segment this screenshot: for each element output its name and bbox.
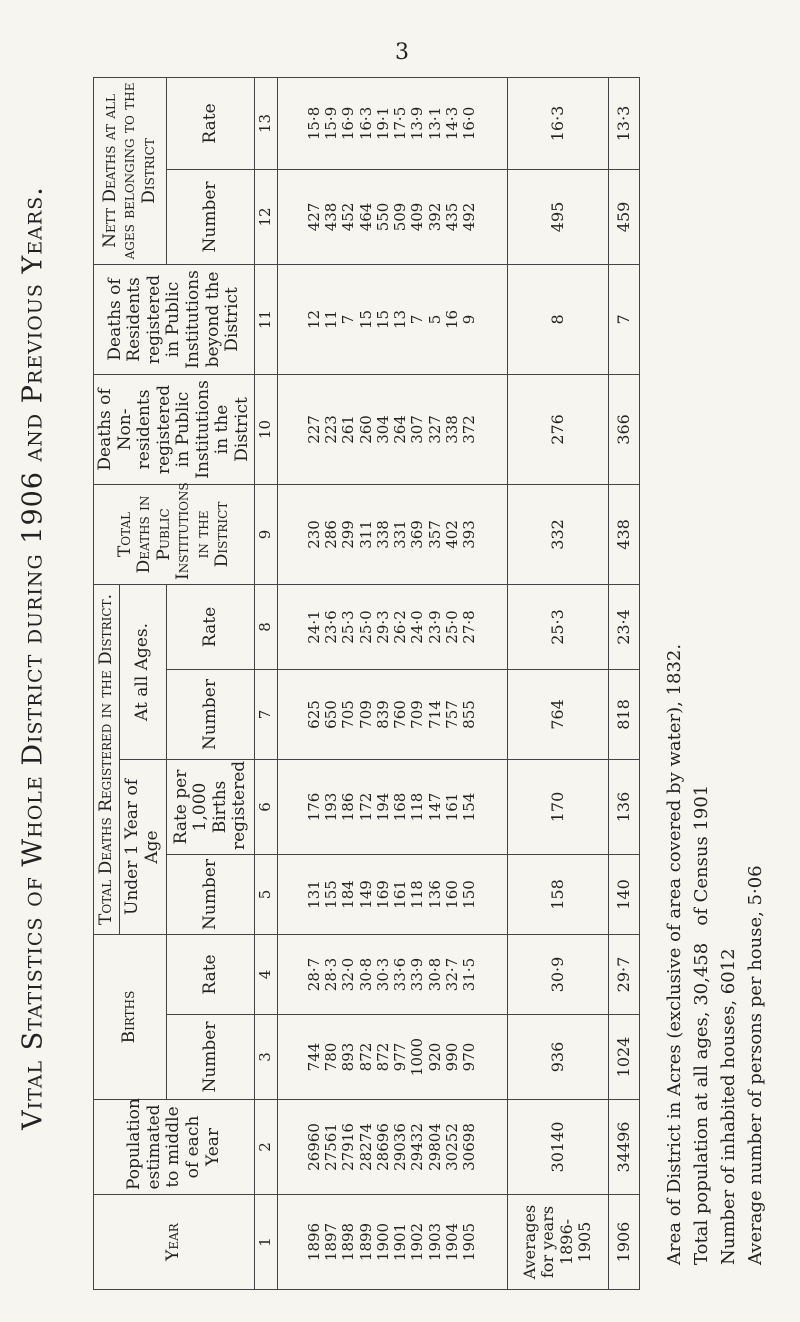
cell-value: 176 — [304, 792, 323, 822]
cell-value: 286 — [322, 520, 341, 549]
population-1906: 34496 — [609, 1100, 639, 1195]
row-1906 — [609, 77, 639, 1289]
deaths-residents-beyond-header: Deaths of Residents registered in Public Institutions beyond the District — [94, 264, 255, 374]
averages-nonresidents: 276 — [507, 374, 609, 484]
cell-value: 7 — [339, 314, 358, 325]
nett-number-header: Number — [166, 169, 254, 264]
year-1906: 1906 — [609, 1195, 639, 1290]
cell-value: 136 — [425, 880, 444, 909]
footnote-area: Area of District in Acres (exclusive of area covered by water), 1832. — [664, 643, 685, 1265]
cell-value: 168 — [391, 792, 410, 822]
nonresidents-1906: 366 — [609, 374, 639, 484]
col-number: 6 — [255, 760, 277, 855]
col-number: 3 — [255, 1015, 277, 1100]
cell-value: 16·0 — [460, 106, 479, 141]
cell-value: 7 — [408, 314, 427, 325]
cell-value: 970 — [460, 1042, 479, 1072]
cell-value: 29·3 — [373, 610, 392, 644]
cell-value: 1899 — [356, 1222, 375, 1262]
all-ages-rate-header: Rate — [166, 584, 254, 669]
cell-value: 13 — [391, 309, 410, 329]
averages-all-rate: 25·3 — [507, 584, 609, 669]
cell-value: 26·2 — [391, 610, 410, 644]
averages-births-rate: 30·9 — [507, 935, 609, 1015]
residents-beyond-cell — [277, 264, 507, 374]
cell-value: 261 — [339, 415, 358, 444]
cell-value: 435 — [442, 202, 461, 232]
cell-value: 30698 — [460, 1123, 479, 1171]
cell-value: 550 — [373, 202, 392, 232]
footnote-population-text: Total population at all ages, 30,458 — [691, 942, 712, 1265]
cell-value: 11 — [322, 309, 341, 329]
cell-value: 23·9 — [425, 610, 444, 644]
cell-value: 33·9 — [408, 957, 427, 992]
cell-value: 872 — [356, 1042, 375, 1072]
cell-value: 307 — [408, 415, 427, 444]
cell-value: 1904 — [442, 1222, 461, 1262]
cell-value: 452 — [339, 202, 358, 232]
cell-value: 650 — [322, 700, 341, 729]
col-number: 4 — [255, 935, 277, 1015]
averages-residents-beyond: 8 — [507, 264, 609, 374]
cell-value: 19·1 — [373, 106, 392, 141]
averages-nett-rate: 16·3 — [507, 77, 609, 169]
cell-value: 872 — [373, 1042, 392, 1072]
cell-value: 16·3 — [356, 106, 375, 141]
years-data-row — [277, 77, 507, 1289]
cell-value: 304 — [373, 415, 392, 444]
cell-value: 977 — [391, 1042, 410, 1072]
cell-value: 438 — [322, 202, 341, 232]
cell-value: 16 — [442, 309, 461, 329]
cell-value: 509 — [391, 202, 410, 232]
cell-value: 13·1 — [425, 106, 444, 141]
cell-value: 990 — [442, 1042, 461, 1072]
cell-value: 705 — [339, 700, 358, 729]
deaths-nonresidents-header: Deaths of Non-residents registered in Public Institutions in the District — [94, 374, 255, 484]
nett-rate-cell — [277, 77, 507, 169]
col-number: 8 — [255, 584, 277, 669]
cell-value: 147 — [425, 792, 444, 822]
under1-rate-1906: 136 — [609, 760, 639, 855]
col-number: 11 — [255, 264, 277, 374]
nett-rate-header: Rate — [166, 77, 254, 169]
col-number: 9 — [255, 484, 277, 584]
cell-value: 357 — [425, 520, 444, 549]
cell-value: 1897 — [322, 1222, 341, 1262]
cell-value: 31·5 — [460, 957, 479, 992]
cell-value: 369 — [408, 520, 427, 549]
col-number: 5 — [255, 855, 277, 935]
cell-value: 372 — [460, 415, 479, 444]
cell-value: 118 — [408, 792, 427, 822]
averages-label: Averages for years 1896-1905 — [507, 1195, 609, 1290]
cell-value: 230 — [304, 520, 323, 549]
col-number: 2 — [255, 1100, 277, 1195]
cell-value: 392 — [425, 202, 444, 232]
cell-value: 13·9 — [408, 106, 427, 141]
cell-value: 464 — [356, 202, 375, 232]
column-number-row — [255, 77, 277, 1289]
all-rate-1906: 23·4 — [609, 584, 639, 669]
cell-value: 26960 — [304, 1123, 323, 1171]
nett-rate-1906: 13·3 — [609, 77, 639, 169]
cell-value: 15 — [373, 309, 392, 329]
cell-value: 402 — [442, 520, 461, 549]
cell-value: 169 — [373, 880, 392, 909]
cell-value: 193 — [322, 792, 341, 822]
averages-population: 30140 — [507, 1100, 609, 1195]
cell-value: 1898 — [339, 1222, 358, 1262]
cell-value: 393 — [460, 520, 479, 549]
nett-number-1906: 459 — [609, 169, 639, 264]
births-header: Births — [94, 935, 167, 1100]
cell-value: 24·0 — [408, 610, 427, 644]
table-title: Vital Statistics of Whole District during 1906 and Previous Years. — [17, 186, 49, 1130]
cell-value: 33·6 — [391, 957, 410, 992]
cell-value: 714 — [425, 700, 444, 729]
total-deaths-registered-header: Total Deaths Registered in the District. — [94, 584, 120, 934]
cell-value: 15 — [356, 309, 375, 329]
averages-public: 332 — [507, 484, 609, 584]
cell-value: 118 — [408, 880, 427, 909]
cell-value: 12 — [304, 309, 323, 329]
cell-value: 744 — [304, 1042, 323, 1072]
cell-value: 160 — [442, 880, 461, 909]
cell-value: 28274 — [356, 1123, 375, 1171]
averages-under1-number: 158 — [507, 855, 609, 935]
public-1906: 438 — [609, 484, 639, 584]
cell-value: 760 — [391, 700, 410, 729]
public-deaths-cell — [277, 484, 507, 584]
year-header: Year — [94, 1195, 255, 1290]
col-number: 12 — [255, 169, 277, 264]
cell-value: 264 — [391, 415, 410, 444]
total-deaths-public-header: Total Deaths in Public Institutions in the District — [94, 484, 255, 584]
cell-value: 29432 — [408, 1123, 427, 1171]
cell-value: 24·1 — [304, 610, 323, 644]
cell-value: 14·3 — [442, 106, 461, 141]
averages-births-number: 936 — [507, 1015, 609, 1100]
under1-rate-header: Rate per 1,000 Births registered — [166, 760, 254, 855]
cell-value: 1905 — [460, 1222, 479, 1262]
cell-value: 194 — [373, 792, 392, 822]
cell-value: 227 — [304, 415, 323, 444]
col-number: 13 — [255, 77, 277, 169]
cell-value: 1896 — [304, 1222, 323, 1262]
footnote-average: Average number of persons per house, 5·06 — [745, 865, 766, 1265]
cell-value: 427 — [304, 202, 323, 232]
cell-value: 409 — [408, 202, 427, 232]
cell-value: 1000 — [408, 1037, 427, 1077]
cell-value: 338 — [373, 520, 392, 549]
cell-value: 223 — [322, 415, 341, 444]
averages-all-number: 764 — [507, 670, 609, 760]
cell-value: 1903 — [425, 1222, 444, 1262]
cell-value: 32·0 — [339, 957, 358, 992]
footnote-population — [688, 85, 715, 1265]
cell-value: 893 — [339, 1042, 358, 1072]
cell-value: 29036 — [391, 1123, 410, 1171]
cell-value: 920 — [425, 1042, 444, 1072]
col-number: 1 — [255, 1195, 277, 1290]
births-number-1906: 1024 — [609, 1015, 639, 1100]
cell-value: 327 — [425, 415, 444, 444]
births-rate-cell — [277, 935, 507, 1015]
col-number: 7 — [255, 670, 277, 760]
births-number-cell — [277, 1015, 507, 1100]
cell-value: 15·8 — [304, 106, 323, 141]
cell-value: 311 — [356, 520, 375, 549]
cell-value: 161 — [391, 880, 410, 909]
vital-statistics-table — [93, 77, 640, 1290]
births-rate-1906: 29·7 — [609, 935, 639, 1015]
under1-number-cell — [277, 855, 507, 935]
rotated-table-wrapper — [93, 78, 633, 1290]
cell-value: 30252 — [442, 1123, 461, 1171]
cell-value: 709 — [408, 700, 427, 729]
nett-number-cell — [277, 169, 507, 264]
cell-value: 338 — [442, 415, 461, 444]
all-ages-number-header: Number — [166, 670, 254, 760]
footnotes — [661, 85, 769, 1265]
footnote-census: of Census 1901 — [691, 784, 712, 926]
cell-value: 260 — [356, 415, 375, 444]
col-number: 10 — [255, 374, 277, 484]
cell-value: 161 — [442, 792, 461, 822]
table-title-container — [8, 48, 58, 1268]
cell-value: 757 — [442, 700, 461, 729]
nett-deaths-header: Nett Deaths at all ages belonging to the District — [94, 77, 167, 264]
cell-value: 30·8 — [356, 957, 375, 992]
cell-value: 28·3 — [322, 957, 341, 992]
cell-value: 780 — [322, 1042, 341, 1072]
averages-under1-rate: 170 — [507, 760, 609, 855]
all-ages-number-cell — [277, 670, 507, 760]
cell-value: 30·8 — [425, 957, 444, 992]
all-ages-rate-cell — [277, 584, 507, 669]
population-header: Population estimated to middle of each Year — [94, 1100, 255, 1195]
footnote-houses: Number of inhabited houses, 6012 — [718, 948, 739, 1265]
cell-value: 28696 — [373, 1123, 392, 1171]
cell-value: 492 — [460, 202, 479, 232]
year-cell — [277, 1195, 507, 1290]
under1-number-header: Number — [166, 855, 254, 935]
cell-value: 709 — [356, 700, 375, 729]
under1-rate-cell — [277, 760, 507, 855]
table-stage — [93, 78, 633, 1290]
cell-value: 15·9 — [322, 106, 341, 141]
footnotes-container — [640, 60, 790, 1290]
cell-value: 154 — [460, 792, 479, 822]
cell-value: 25·0 — [442, 610, 461, 644]
averages-nett-number: 495 — [507, 169, 609, 264]
births-rate-header: Rate — [166, 935, 254, 1015]
all-ages-header: At all Ages. — [120, 584, 167, 759]
under1-number-1906: 140 — [609, 855, 639, 935]
cell-value: 1901 — [391, 1222, 410, 1262]
cell-value: 23·6 — [322, 610, 341, 644]
cell-value: 839 — [373, 700, 392, 729]
cell-value: 155 — [322, 880, 341, 909]
cell-value: 27561 — [322, 1123, 341, 1171]
under1-header: Under 1 Year of Age — [120, 760, 167, 935]
population-cell — [277, 1100, 507, 1195]
cell-value: 27916 — [339, 1123, 358, 1171]
cell-value: 9 — [460, 314, 479, 325]
cell-value: 150 — [460, 880, 479, 909]
cell-value: 299 — [339, 520, 358, 549]
residents-beyond-1906: 7 — [609, 264, 639, 374]
cell-value: 28·7 — [304, 957, 323, 992]
cell-value: 32·7 — [442, 957, 461, 992]
cell-value: 331 — [391, 520, 410, 549]
cell-value: 186 — [339, 792, 358, 822]
cell-value: 131 — [304, 880, 323, 909]
cell-value: 1902 — [408, 1222, 427, 1262]
all-number-1906: 818 — [609, 670, 639, 760]
cell-value: 1900 — [373, 1222, 392, 1262]
births-number-header: Number — [166, 1015, 254, 1100]
cell-value: 16·9 — [339, 106, 358, 141]
page-number: 3 — [395, 40, 409, 65]
cell-value: 17·5 — [391, 106, 410, 141]
cell-value: 25·3 — [339, 610, 358, 644]
cell-value: 5 — [425, 314, 444, 325]
cell-value: 25·0 — [356, 610, 375, 644]
averages-row — [507, 77, 609, 1289]
cell-value: 29804 — [425, 1123, 444, 1171]
cell-value: 625 — [304, 700, 323, 729]
cell-value: 855 — [460, 700, 479, 729]
cell-value: 184 — [339, 880, 358, 909]
cell-value: 30·3 — [373, 957, 392, 992]
cell-value: 27·8 — [460, 610, 479, 644]
nonresidents-cell — [277, 374, 507, 484]
cell-value: 149 — [356, 880, 375, 909]
cell-value: 172 — [356, 792, 375, 822]
